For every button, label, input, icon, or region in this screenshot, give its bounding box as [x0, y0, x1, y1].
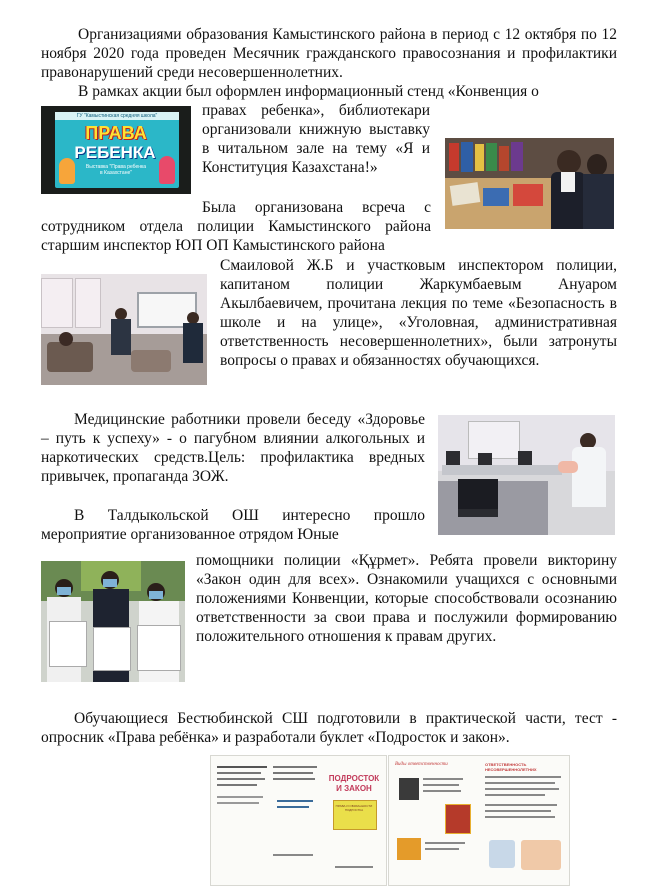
quiz-paper: [49, 621, 87, 667]
photo-police-lecture: [41, 274, 207, 385]
booklet-inner-heading: Виды ответственности: [395, 762, 448, 767]
kid-figure-right: [159, 156, 175, 184]
poster-title-2: РЕБЕНКА: [74, 143, 156, 162]
quiz-paper: [93, 627, 131, 671]
paragraph-police-a: Была организована всреча с сотрудником отдела полиции Камыстинского района старшим инспектор ЮП ОП Камыстинского района: [41, 199, 431, 254]
photo-booklet-right: [388, 755, 570, 886]
poster-school-label: ГУ "Камыстинская средняя школа": [76, 113, 158, 119]
paragraph-police-b: Смаиловой Ж.Б и участковым инспектором полиции, капитаном полиции Жаркумбаевым Ануаром Акылбаевичем, прочитана лекция по теме «Безопасность в школе и на улице», «Уголовная, административная ответственность несовершеннолетних», были затронуты вопросы о правах и обязанностях обучающихся.: [220, 257, 617, 369]
paragraph-taldykol-a: В Талдыкольской ОШ интересно прошло мероприятие организованное отрядом Юные: [41, 507, 425, 543]
poster-title-1: ПРАВА: [85, 123, 147, 143]
photo-library-exhibition: [445, 138, 614, 229]
paragraph-stand-top: В рамках акции был оформлен информационный стенд «Конвенция о: [78, 83, 539, 100]
booklet-cover-subtitle: ПРАВА И ОБЯЗАННОСТИ ПОДРОСТКА: [335, 804, 373, 812]
quiz-paper: [137, 625, 181, 671]
photo-medical-talk: [438, 415, 615, 535]
photo-rights-poster: [41, 106, 191, 194]
paragraph-medical: Медицинские работники провели беседу «Здоровье – путь к успеху» - о пагубном влиянии алкогольных и наркотических средств.Цель: профилактика вредных привычек, пропаганда ЗОЖ.: [41, 411, 425, 485]
paragraph-taldykol-b: помощники полиции «Құрмет». Ребята провели викторину «Закон один для всех». Ознакомили учащихся с основными положениями Конвенции, которые способствовали осознанию ответственности за свои права и послужили формированию положительного отношения к правам других.: [196, 552, 617, 645]
paragraph-intro: Организациями образования Камыстинского района в период с 12 октября по 12 ноября 2020 года проведен Месячник гражданского правосознания и профилактики правонарушений среди несовершеннолетних.: [41, 26, 617, 81]
booklet-inner-heading-2: ОТВЕТСТВЕННОСТЬ НЕСОВЕРШЕННОЛЕТНИХ: [485, 762, 537, 772]
student-figure-2: [587, 154, 607, 176]
paragraph-library: правах ребенка», библиотекари организовали книжную выставку в читальном зале на тему «Я и Конституция Казахстана!»: [202, 102, 430, 176]
photo-quiz-students: [41, 561, 185, 682]
photo-booklet-left: [210, 755, 387, 886]
kid-figure-left: [59, 158, 75, 184]
paragraph-bestyube: Обучающиеся Бестюбинской СШ подготовили в практической части, тест - опросник «Права ребёнка» и разработали буклет «Подросток и закон».: [41, 710, 617, 746]
booklet-cover-title: ПОДРОСТОК И ЗАКОН: [328, 774, 380, 793]
student-figure: [557, 150, 581, 174]
poster-caption: Выставка "Права ребенка в Казахстане": [85, 164, 147, 176]
